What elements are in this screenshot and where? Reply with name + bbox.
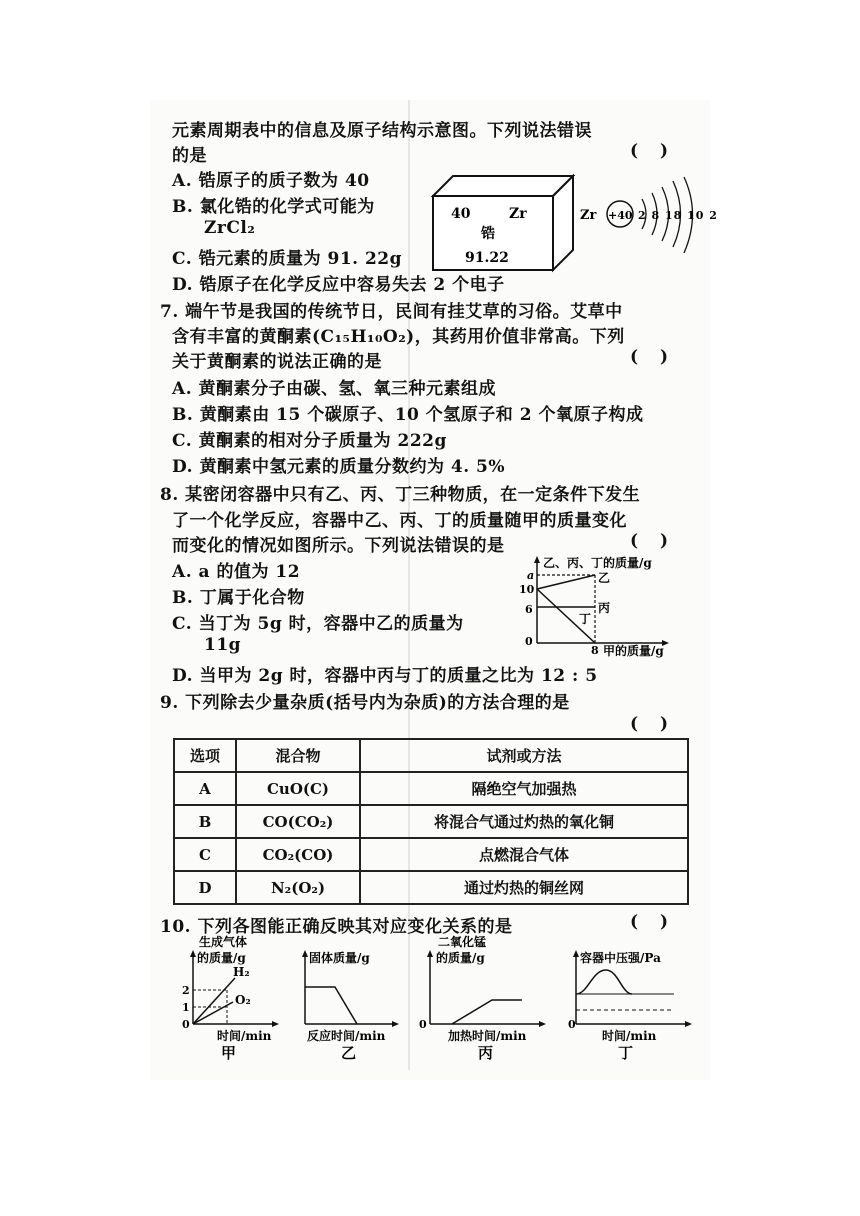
jia-label-h2: H₂	[233, 965, 250, 979]
q8-tick-10: 10	[519, 583, 535, 596]
q10-graph-bing	[412, 932, 562, 1064]
table-header: 试剂或方法	[360, 739, 688, 772]
table-cell: CO₂(CO)	[236, 838, 360, 871]
q7-stem-line3: 关于黄酮素的说法正确的是	[172, 352, 382, 372]
yi-caption: 乙	[341, 1044, 357, 1062]
q10-graph-ding	[566, 932, 706, 1064]
atom-nucleus: +40	[608, 209, 633, 222]
q9-answer-blank[interactable]: ( )	[630, 714, 677, 734]
q9-table	[173, 738, 689, 905]
q7-answer-blank[interactable]: ( )	[630, 347, 677, 367]
atom-shells: 2 8 18 10 2	[638, 209, 718, 222]
q8-stem-line1: 8. 某密闭容器中只有乙、丙、丁三种物质，在一定条件下发生	[160, 485, 641, 505]
q10-graph-yi	[295, 932, 410, 1064]
q7-option-b: B. 黄酮素由 15 个碳原子、10 个氢原子和 2 个氧原子构成	[172, 405, 644, 425]
q6-option-b-cont: ZrCl₂	[204, 218, 256, 238]
q8-label-yi: 乙	[598, 571, 611, 585]
atom-structure-diagram	[578, 175, 718, 255]
bing-series	[452, 1000, 522, 1024]
q7-option-a: A. 黄酮素分子由碳、氢、氧三种元素组成	[172, 379, 497, 399]
ding-tick-0: 0	[568, 1018, 576, 1031]
table-cell: 点燃混合气体	[360, 838, 688, 871]
jia-tick-2: 2	[182, 984, 190, 997]
table-cell: 将混合气通过灼热的氧化铜	[360, 805, 688, 838]
q8-tick-x8: 8	[591, 644, 599, 657]
table-row	[174, 838, 688, 871]
table-row	[174, 871, 688, 904]
ding-series	[576, 970, 632, 994]
q8-tick-a: a	[527, 569, 535, 582]
q10-graph-jia	[175, 932, 295, 1064]
q8-answer-blank[interactable]: ( )	[630, 531, 677, 551]
q6-option-c: C. 锆元素的质量为 91. 22g	[172, 249, 403, 269]
q6-option-a: A. 锆原子的质子数为 40	[172, 171, 370, 191]
ding-xlabel: 时间/min	[602, 1029, 657, 1043]
q7-option-d: D. 黄酮素中氢元素的质量分数约为 4. 5%	[172, 457, 506, 477]
element-mass: 91.22	[465, 250, 509, 266]
q9-stem-line1: 9. 下列除去少量杂质(括号内为杂质)的方法合理的是	[160, 693, 570, 713]
q10-stem: 10. 下列各图能正确反映其对应变化关系的是	[160, 917, 513, 937]
q6-answer-blank[interactable]: ( )	[630, 141, 677, 161]
q8-option-c: C. 当丁为 5g 时，容器中乙的质量为	[172, 614, 464, 634]
bing-ylabel1: 二氧化锰	[438, 935, 487, 949]
bing-tick-0: 0	[419, 1018, 427, 1031]
table-cell: C	[174, 838, 236, 871]
q7-option-c: C. 黄酮素的相对分子质量为 222g	[172, 431, 447, 451]
q6-stem-line1: 元素周期表中的信息及原子结构示意图。下列说法错误	[172, 121, 592, 141]
jia-label-o2: O₂	[235, 993, 251, 1007]
table-cell: 通过灼热的铜丝网	[360, 871, 688, 904]
q8-tick-0: 0	[525, 635, 533, 648]
q8-stem-line2: 了一个化学反应，容器中乙、丙、丁的质量随甲的质量变化	[172, 511, 627, 531]
q8-stem-line3: 而变化的情况如图所示。下列说法错误的是	[172, 536, 505, 556]
table-cell: A	[174, 772, 236, 805]
element-name: 锆	[481, 226, 495, 242]
jia-ylabel2: 的质量/g	[197, 951, 246, 965]
ding-caption: 丁	[618, 1044, 634, 1062]
q8-series-yi	[537, 575, 595, 589]
bing-ylabel2: 的质量/g	[436, 951, 485, 965]
jia-series-h2	[193, 978, 235, 1024]
jia-caption: 甲	[221, 1044, 237, 1062]
q8-label-bing: 丙	[598, 601, 611, 615]
table-row	[174, 772, 688, 805]
q6-stem-line2: 的是	[172, 146, 207, 166]
table-row	[174, 805, 688, 838]
q8-ylabel: 乙、丙、丁的质量/g	[543, 556, 652, 570]
table-cell: B	[174, 805, 236, 838]
table-header-row	[174, 739, 688, 772]
jia-tick-0: 0	[182, 1018, 190, 1031]
q7-stem-line1: 7. 端午节是我国的传统节日，民间有挂艾草的习俗。艾草中	[160, 302, 623, 322]
element-number: 40	[451, 206, 471, 222]
table-cell: 隔绝空气加强热	[360, 772, 688, 805]
table-cell: N₂(O₂)	[236, 871, 360, 904]
q8-option-d: D. 当甲为 2g 时，容器中丙与丁的质量之比为 12 : 5	[172, 666, 598, 686]
q8-option-c-cont: 11g	[204, 635, 242, 655]
jia-xlabel: 时间/min	[217, 1029, 272, 1043]
q8-label-ding: 丁	[579, 612, 592, 626]
q6-option-b: B. 氯化锆的化学式可能为	[172, 197, 375, 217]
table-cell: CO(CO₂)	[236, 805, 360, 838]
element-symbol: Zr	[509, 206, 527, 222]
jia-ylabel1: 生成气体	[199, 935, 248, 949]
atom-symbol: Zr	[580, 208, 597, 223]
jia-tick-1: 1	[182, 1001, 190, 1014]
yi-xlabel: 反应时间/min	[307, 1029, 386, 1043]
table-cell: D	[174, 871, 236, 904]
q8-option-a: A. a 的值为 12	[172, 562, 301, 582]
table-header: 混合物	[236, 739, 360, 772]
q8-tick-6: 6	[525, 603, 533, 616]
bing-caption: 丙	[478, 1044, 494, 1062]
yi-series	[305, 987, 357, 1024]
table-cell: CuO(C)	[236, 772, 360, 805]
q7-stem-line2: 含有丰富的黄酮素(C₁₅H₁₀O₂)，其药用价值非常高。下列	[172, 327, 625, 347]
q8-graph	[515, 555, 695, 660]
table-header: 选项	[174, 739, 236, 772]
q10-answer-blank[interactable]: ( )	[630, 912, 677, 932]
q6-option-d: D. 锆原子在化学反应中容易失去 2 个电子	[172, 275, 505, 295]
q8-xlabel: 甲的质量/g	[603, 644, 664, 658]
yi-ylabel: 固体质量/g	[309, 951, 370, 965]
q8-option-b: B. 丁属于化合物	[172, 588, 305, 608]
ding-ylabel: 容器中压强/Pa	[580, 951, 661, 965]
element-card-cube	[425, 172, 575, 272]
bing-xlabel: 加热时间/min	[448, 1029, 527, 1043]
